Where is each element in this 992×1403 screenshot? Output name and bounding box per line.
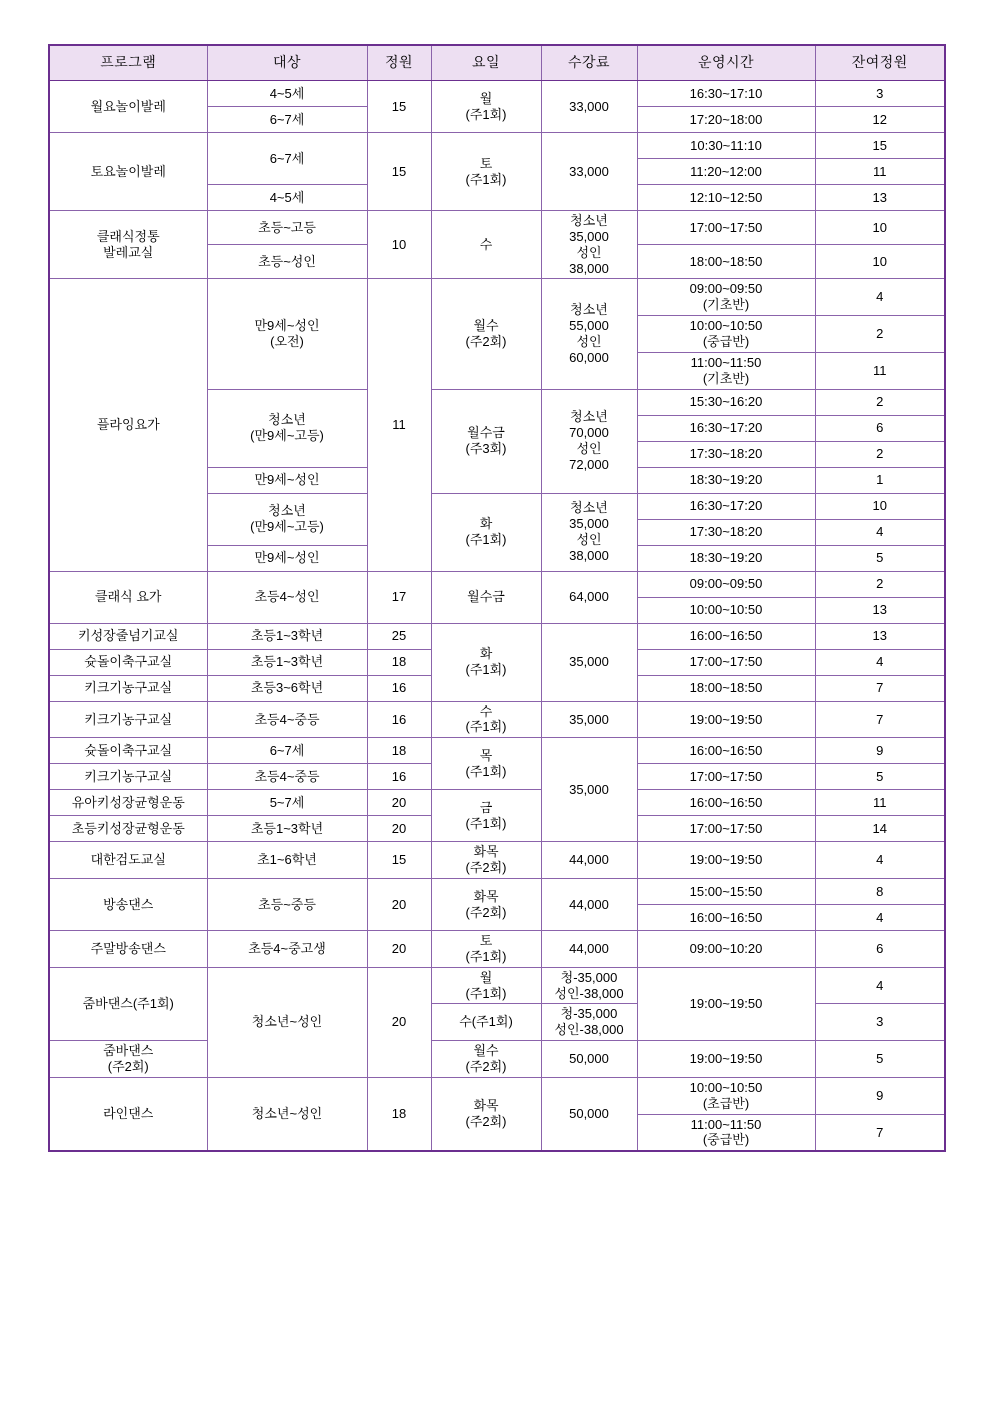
cell-fee: 청-35,000 성인-38,000 [541, 967, 637, 1004]
cell-time: 15:00~15:50 [637, 879, 815, 905]
cell-time: 17:30~18:20 [637, 519, 815, 545]
cell-fee: 청소년 55,000 성인 60,000 [541, 279, 637, 389]
cell-capacity: 16 [367, 675, 431, 701]
cell-remaining: 9 [815, 738, 945, 764]
cell-time: 16:00~16:50 [637, 738, 815, 764]
cell-target: 청소년~성인 [207, 967, 367, 1077]
cell-target: 만9세~성인 [207, 545, 367, 571]
cell-day: 화 (주1회) [431, 493, 541, 571]
table-row [49, 701, 945, 738]
cell-target: 청소년~성인 [207, 1077, 367, 1151]
cell-fee: 44,000 [541, 842, 637, 879]
cell-capacity: 11 [367, 279, 431, 571]
cell-target: 만9세~성인 (오전) [207, 279, 367, 389]
cell-time: 17:00~17:50 [637, 211, 815, 245]
cell-remaining: 11 [815, 352, 945, 389]
cell-capacity: 15 [367, 81, 431, 133]
cell-remaining: 10 [815, 211, 945, 245]
cell-time: 16:30~17:10 [637, 81, 815, 107]
cell-target: 청소년 (만9세~고등) [207, 389, 367, 467]
cell-time: 10:00~10:50 (중급반) [637, 316, 815, 353]
cell-remaining: 4 [815, 279, 945, 316]
table-row [49, 623, 945, 649]
cell-capacity: 10 [367, 211, 431, 279]
cell-program: 초등키성장균형운동 [49, 816, 207, 842]
cell-time: 18:30~19:20 [637, 545, 815, 571]
cell-remaining: 4 [815, 905, 945, 931]
cell-program: 키성장줄넘기교실 [49, 623, 207, 649]
cell-fee: 64,000 [541, 571, 637, 623]
table-header [49, 45, 945, 81]
cell-program: 월요놀이발레 [49, 81, 207, 133]
cell-day: 화목 (주2회) [431, 842, 541, 879]
cell-program: 클래식정통 발레교실 [49, 211, 207, 279]
cell-target: 만9세~성인 [207, 467, 367, 493]
cell-remaining: 9 [815, 1077, 945, 1114]
column-header-capacity: 정원 [367, 45, 431, 81]
cell-time: 11:20~12:00 [637, 159, 815, 185]
cell-remaining: 13 [815, 185, 945, 211]
cell-capacity: 17 [367, 571, 431, 623]
cell-fee: 33,000 [541, 133, 637, 211]
cell-target: 청소년 (만9세~고등) [207, 493, 367, 545]
cell-remaining: 6 [815, 931, 945, 968]
cell-target: 5~7세 [207, 790, 367, 816]
program-schedule-table [48, 44, 946, 1152]
cell-fee: 35,000 [541, 623, 637, 701]
cell-fee: 청-35,000 성인-38,000 [541, 1004, 637, 1041]
table-row [49, 931, 945, 968]
column-header-day: 요일 [431, 45, 541, 81]
column-header-time: 운영시간 [637, 45, 815, 81]
cell-capacity: 15 [367, 842, 431, 879]
cell-fee: 35,000 [541, 738, 637, 842]
cell-day: 월 (주1회) [431, 81, 541, 133]
cell-fee: 50,000 [541, 1077, 637, 1151]
table-row [49, 967, 945, 1004]
table-row [49, 81, 945, 107]
cell-capacity: 16 [367, 701, 431, 738]
cell-target: 6~7세 [207, 133, 367, 185]
table-header-row [49, 45, 945, 81]
cell-target: 초등1~3학년 [207, 623, 367, 649]
cell-program: 슛돌이축구교실 [49, 649, 207, 675]
cell-time: 17:00~17:50 [637, 649, 815, 675]
table-row [49, 738, 945, 764]
cell-remaining: 5 [815, 545, 945, 571]
cell-time: 09:00~10:20 [637, 931, 815, 968]
cell-time: 09:00~09:50 [637, 571, 815, 597]
cell-day: 토 (주1회) [431, 133, 541, 211]
cell-program: 방송댄스 [49, 879, 207, 931]
cell-time: 11:00~11:50 (중급반) [637, 1114, 815, 1151]
column-header-program: 프로그램 [49, 45, 207, 81]
table-row [49, 1077, 945, 1114]
cell-capacity: 20 [367, 879, 431, 931]
cell-time: 18:30~19:20 [637, 467, 815, 493]
cell-day: 화 (주1회) [431, 623, 541, 701]
cell-remaining: 2 [815, 441, 945, 467]
column-header-target: 대상 [207, 45, 367, 81]
cell-remaining: 3 [815, 81, 945, 107]
cell-target: 초등4~중고생 [207, 931, 367, 968]
table-row [49, 790, 945, 816]
cell-day: 토 (주1회) [431, 931, 541, 968]
cell-time: 09:00~09:50 (기초반) [637, 279, 815, 316]
cell-target: 초등~성인 [207, 245, 367, 279]
cell-remaining: 7 [815, 701, 945, 738]
cell-program: 클래식 요가 [49, 571, 207, 623]
cell-capacity: 25 [367, 623, 431, 649]
cell-remaining: 2 [815, 571, 945, 597]
cell-day: 월수금 [431, 571, 541, 623]
cell-program: 토요놀이발레 [49, 133, 207, 211]
cell-target: 초1~6학년 [207, 842, 367, 879]
cell-target: 초등4~중등 [207, 764, 367, 790]
cell-remaining: 5 [815, 764, 945, 790]
cell-program: 줌바댄스(주1회) [49, 967, 207, 1040]
cell-remaining: 13 [815, 623, 945, 649]
cell-day: 월수금 (주3회) [431, 389, 541, 493]
cell-capacity: 20 [367, 790, 431, 816]
table-row [49, 133, 945, 159]
cell-time: 17:00~17:50 [637, 764, 815, 790]
table-row [49, 1041, 945, 1078]
cell-program: 플라잉요가 [49, 279, 207, 571]
cell-time: 10:00~10:50 [637, 597, 815, 623]
cell-remaining: 7 [815, 1114, 945, 1151]
column-header-remaining: 잔여정원 [815, 45, 945, 81]
cell-target: 4~5세 [207, 81, 367, 107]
cell-program: 대한검도교실 [49, 842, 207, 879]
cell-fee: 청소년 70,000 성인 72,000 [541, 389, 637, 493]
cell-time: 18:00~18:50 [637, 245, 815, 279]
cell-time: 10:00~10:50 (초급반) [637, 1077, 815, 1114]
cell-fee: 35,000 [541, 701, 637, 738]
table-row [49, 211, 945, 245]
cell-capacity: 15 [367, 133, 431, 211]
cell-program: 키크기농구교실 [49, 701, 207, 738]
cell-day: 금 (주1회) [431, 790, 541, 842]
cell-remaining: 11 [815, 159, 945, 185]
cell-program: 줌바댄스 (주2회) [49, 1041, 207, 1078]
cell-remaining: 7 [815, 675, 945, 701]
cell-time: 17:30~18:20 [637, 441, 815, 467]
table-row [49, 279, 945, 316]
cell-fee: 50,000 [541, 1041, 637, 1078]
cell-time: 19:00~19:50 [637, 701, 815, 738]
table-row [49, 879, 945, 905]
cell-program: 키크기농구교실 [49, 675, 207, 701]
cell-time: 16:00~16:50 [637, 905, 815, 931]
cell-remaining: 4 [815, 967, 945, 1004]
cell-day: 화목 (주2회) [431, 879, 541, 931]
cell-fee: 청소년 35,000 성인 38,000 [541, 493, 637, 571]
table-body [49, 81, 945, 1152]
cell-remaining: 11 [815, 790, 945, 816]
cell-time: 19:00~19:50 [637, 842, 815, 879]
cell-time: 15:30~16:20 [637, 389, 815, 415]
cell-fee: 청소년 35,000 성인 38,000 [541, 211, 637, 279]
cell-time: 11:00~11:50 (기초반) [637, 352, 815, 389]
cell-fee: 33,000 [541, 81, 637, 133]
cell-day: 화목 (주2회) [431, 1077, 541, 1151]
cell-time: 16:30~17:20 [637, 493, 815, 519]
cell-program: 키크기농구교실 [49, 764, 207, 790]
table-row [49, 571, 945, 597]
cell-program: 주말방송댄스 [49, 931, 207, 968]
column-header-fee: 수강료 [541, 45, 637, 81]
cell-remaining: 14 [815, 816, 945, 842]
cell-day: 수 [431, 211, 541, 279]
cell-remaining: 1 [815, 467, 945, 493]
cell-day: 목 (주1회) [431, 738, 541, 790]
cell-capacity: 20 [367, 816, 431, 842]
cell-time: 12:10~12:50 [637, 185, 815, 211]
cell-day: 수 (주1회) [431, 701, 541, 738]
cell-capacity: 18 [367, 1077, 431, 1151]
cell-day: 수(주1회) [431, 1004, 541, 1041]
cell-target: 6~7세 [207, 738, 367, 764]
cell-remaining: 3 [815, 1004, 945, 1041]
cell-target: 4~5세 [207, 185, 367, 211]
cell-target: 6~7세 [207, 107, 367, 133]
cell-remaining: 6 [815, 415, 945, 441]
cell-remaining: 12 [815, 107, 945, 133]
cell-time: 17:00~17:50 [637, 816, 815, 842]
cell-time: 16:00~16:50 [637, 623, 815, 649]
cell-fee: 44,000 [541, 879, 637, 931]
cell-capacity: 16 [367, 764, 431, 790]
cell-day: 월 (주1회) [431, 967, 541, 1004]
cell-remaining: 5 [815, 1041, 945, 1078]
cell-remaining: 15 [815, 133, 945, 159]
cell-capacity: 20 [367, 931, 431, 968]
cell-fee: 44,000 [541, 931, 637, 968]
cell-time: 19:00~19:50 [637, 1041, 815, 1078]
cell-target: 초등1~3학년 [207, 816, 367, 842]
cell-remaining: 8 [815, 879, 945, 905]
cell-time: 19:00~19:50 [637, 967, 815, 1040]
cell-capacity: 18 [367, 738, 431, 764]
cell-target: 초등4~중등 [207, 701, 367, 738]
cell-target: 초등~중등 [207, 879, 367, 931]
cell-day: 월수 (주2회) [431, 279, 541, 389]
cell-time: 16:00~16:50 [637, 790, 815, 816]
cell-capacity: 20 [367, 967, 431, 1077]
cell-day: 월수 (주2회) [431, 1041, 541, 1078]
cell-target: 초등3~6학년 [207, 675, 367, 701]
cell-remaining: 13 [815, 597, 945, 623]
cell-target: 초등~고등 [207, 211, 367, 245]
cell-program: 유아키성장균형운동 [49, 790, 207, 816]
cell-target: 초등4~성인 [207, 571, 367, 623]
cell-target: 초등1~3학년 [207, 649, 367, 675]
cell-time: 10:30~11:10 [637, 133, 815, 159]
table-row [49, 842, 945, 879]
cell-remaining: 4 [815, 649, 945, 675]
cell-remaining: 4 [815, 519, 945, 545]
cell-remaining: 2 [815, 389, 945, 415]
cell-remaining: 4 [815, 842, 945, 879]
cell-program: 슛돌이축구교실 [49, 738, 207, 764]
cell-time: 16:30~17:20 [637, 415, 815, 441]
cell-remaining: 10 [815, 245, 945, 279]
cell-time: 17:20~18:00 [637, 107, 815, 133]
cell-capacity: 18 [367, 649, 431, 675]
cell-remaining: 10 [815, 493, 945, 519]
cell-time: 18:00~18:50 [637, 675, 815, 701]
cell-program: 라인댄스 [49, 1077, 207, 1151]
cell-remaining: 2 [815, 316, 945, 353]
